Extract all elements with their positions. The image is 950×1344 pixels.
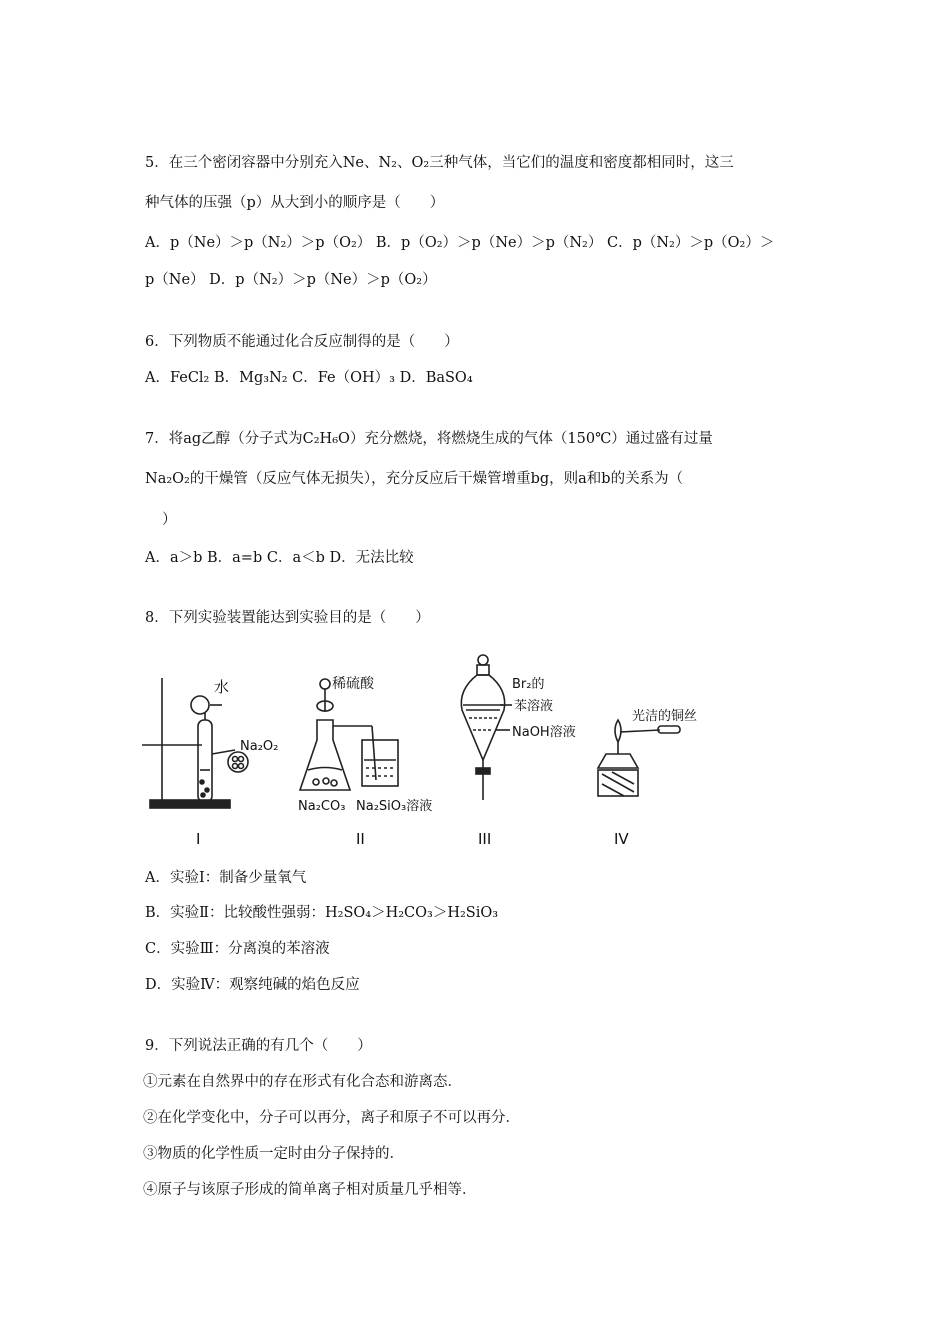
q5-line-2: 种气体的压强（p）从大到小的顺序是（ ） [145,195,445,211]
label-dilute-sulfuric-acid: 稀硫酸 [332,676,374,692]
q8-stem: 8．下列实验装置能达到实验目的是（ ） [145,610,430,626]
q9-item-1: ①元素在自然界中的存在形式有化合态和游离态． [143,1074,462,1090]
q8-option-a: A．实验Ⅰ：制备少量氧气 [145,870,307,886]
q9-item-3: ③物质的化学性质一定时由分子保持的． [143,1146,404,1162]
q6-options: A．FeCl₂ B．Mg₃N₂ C．Fe（OH）₃ D．BaSO₄ [145,370,473,386]
q9-item-4: ④原子与该原子形成的简单离子相对质量几乎相等． [143,1182,477,1198]
apparatus-3 [461,655,575,800]
caption-4: IV [614,830,629,848]
caption-3: III [478,830,492,848]
q7-line-3: ） [162,512,177,528]
q9-item-2: ②在化学变化中，分子可以再分，离子和原子不可以再分． [143,1110,520,1126]
q6-stem: 6．下列物质不能通过化合反应制得的是（ ） [145,334,459,350]
q8-option-c: C．实验Ⅲ：分离溴的苯溶液 [145,941,330,957]
q5-line-1: 5．在三个密闭容器中分别充入Ne、N₂、O₂三种气体，当它们的温度和密度都相同时，这三 [145,155,734,171]
q7-options: A．a＞b B．a=b C．a＜b D．无法比较 [145,550,414,566]
label-br2-line-1: Br₂的 [512,677,545,692]
caption-1: I [196,830,201,848]
q5-options-line-1: A．p（Ne）＞p（N₂）＞p（O₂） B．p（O₂）＞p（Ne）＞p（N₂） C．p（N₂）＞p（O₂）＞ [145,235,775,251]
q5-options-line-2: p（Ne） D．p（N₂）＞p（Ne）＞p（O₂） [145,272,437,288]
q9-stem: 9．下列说法正确的有几个（ ） [145,1038,372,1054]
label-clean-copper-wire: 光洁的铜丝 [632,709,698,724]
q7-line-1: 7．将ag乙醇（分子式为C₂H₆O）充分燃烧，将燃烧生成的气体（150℃）通过盛有过量 [145,431,713,447]
q8-option-b: B．实验Ⅱ：比较酸性强弱：H₂SO₄＞H₂CO₃＞H₂SiO₃ [145,905,499,921]
apparatus-figure [140,650,740,850]
label-naoh-solution: NaOH溶液 [512,725,576,740]
label-na2co3: Na₂CO₃ [298,799,346,814]
label-na2sio3-solution: Na₂SiO₃溶液 [356,799,433,814]
apparatus-4 [598,708,697,796]
label-br2-line-2: 苯溶液 [514,699,554,714]
apparatus-2 [298,676,432,814]
label-water: 水 [214,678,230,696]
apparatus-1 [142,678,278,808]
label-na2o2: Na₂O₂ [240,739,279,754]
caption-2: II [356,830,365,848]
q7-line-2: Na₂O₂的干燥管（反应气体无损失），充分反应后干燥管增重bg，则a和b的关系为（ [145,471,684,487]
q8-option-d: D．实验Ⅳ：观察纯碱的焰色反应 [145,977,360,993]
